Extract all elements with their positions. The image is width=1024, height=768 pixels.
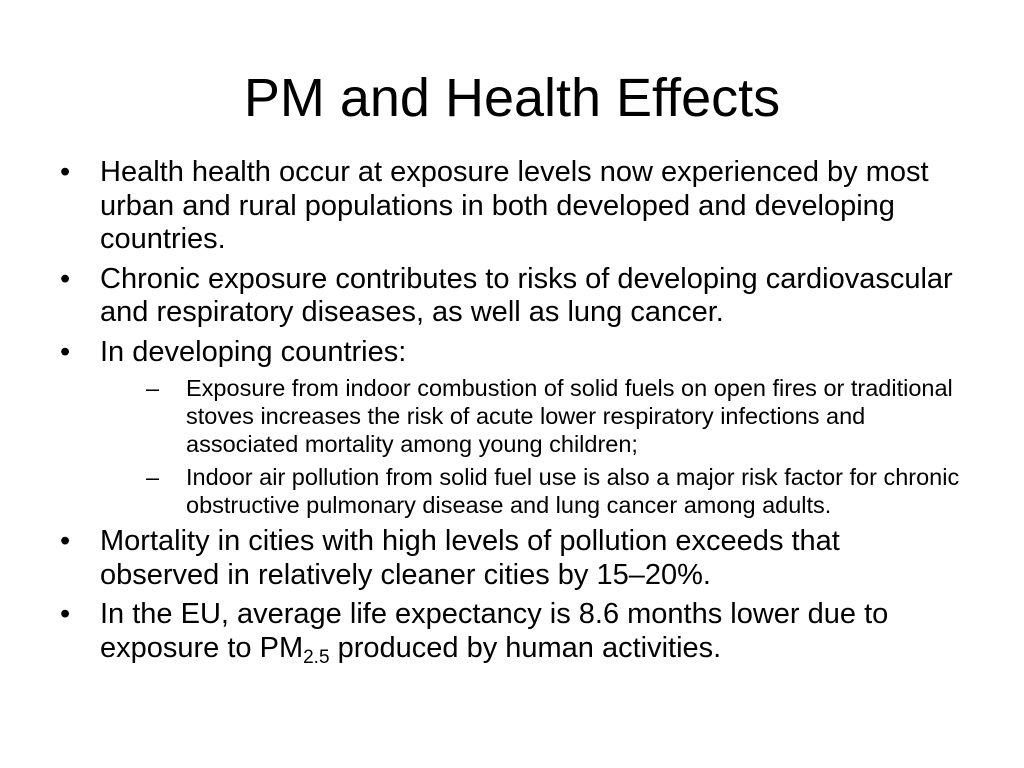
- bullet-text: Chronic exposure contributes to risks of developing cardiovascular and respiratory diseases, as well as lung cancer.: [100, 262, 953, 328]
- bullet-item: [60, 263, 960, 330]
- bullet-text-before: In the EU, average life expectancy is 8.6 months lower due to exposure to PM: [100, 598, 889, 664]
- bullet-text: Mortality in cities with high levels of pollution exceeds that observed in relatively cleaner cities by 15–20%.: [100, 525, 840, 591]
- bullet-icon: •: [60, 598, 71, 630]
- bullet-item: [60, 336, 960, 520]
- sub-bullet-item: [146, 374, 960, 458]
- sub-bullet-item: [146, 463, 960, 519]
- bullet-icon: •: [60, 262, 71, 295]
- bullet-text: Health health occur at exposure levels now experienced by most urban and rural populations in both developed and developing countries.: [100, 156, 929, 255]
- bullet-list: [60, 156, 960, 671]
- bullet-item: [60, 156, 960, 257]
- bullet-icon: •: [60, 525, 71, 557]
- sub-bullet-text: Exposure from indoor combustion of solid fuels on open fires or traditional stoves increases the risk of acute lower respiratory infections and associated mortality among young children;: [186, 375, 953, 457]
- bullet-item: [60, 525, 960, 592]
- bullet-text-after: produced by human activities.: [329, 631, 722, 664]
- sub-bullet-list: [100, 374, 960, 519]
- dash-icon: –: [146, 375, 160, 401]
- bullet-item: [60, 598, 960, 668]
- sub-bullet-text: Indoor air pollution from solid fuel use is also a major risk factor for chronic obstructive pulmonary disease and lung cancer among adults.: [186, 464, 960, 518]
- dash-icon: –: [146, 464, 160, 490]
- pm-subscript: 2.5: [303, 646, 330, 668]
- bullet-icon: •: [60, 335, 71, 368]
- bullet-text: [100, 598, 889, 668]
- bullet-icon: •: [60, 156, 71, 188]
- slide-title: PM and Health Effects: [243, 68, 781, 128]
- bullet-text: In developing countries:: [100, 335, 407, 368]
